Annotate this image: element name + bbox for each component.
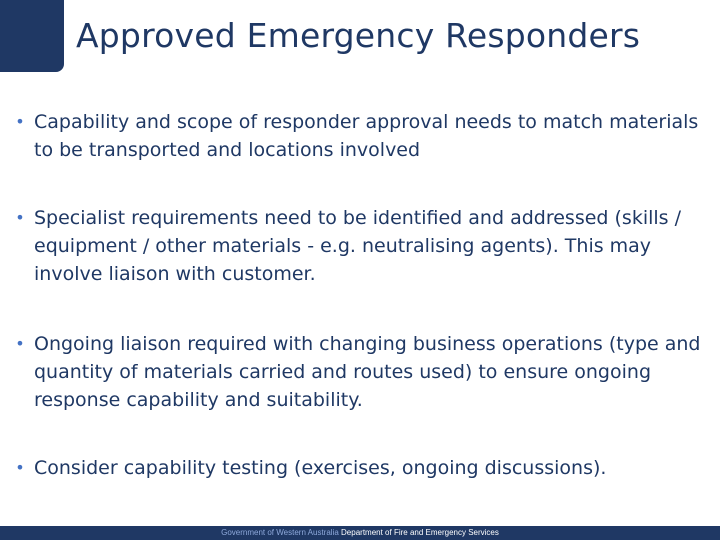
bullet-text: Consider capability testing (exercises, ongoing discussions). [34,457,607,479]
bullet-text: Ongoing liaison required with changing business operations (type and quantity of materials carried and routes used) to ensure ongoing response capability and suitability. [34,333,701,411]
bullet-item [6,454,702,482]
title-accent-block [0,0,64,72]
bullet-dot: • [15,208,25,227]
bullet-dot: • [15,334,25,353]
bullet-text: Specialist requirements need to be identified and addressed (skills / equipment / other materials - e.g. neutralising agents). This may involve liaison with customer. [34,207,681,285]
footer-bar [0,526,720,540]
footer-department: Department of Fire and Emergency Services [341,528,499,537]
bullet-item [6,108,702,164]
footer-government: Government of Western Australia [221,528,339,537]
slide-title: Approved Emergency Responders [76,16,641,55]
bullet-dot: • [15,458,25,477]
bullet-item [6,330,702,414]
bullet-dot: • [15,112,25,131]
bullet-text: Capability and scope of responder approval needs to match materials to be transported and locations involved [34,111,699,161]
bullet-item [6,204,702,288]
